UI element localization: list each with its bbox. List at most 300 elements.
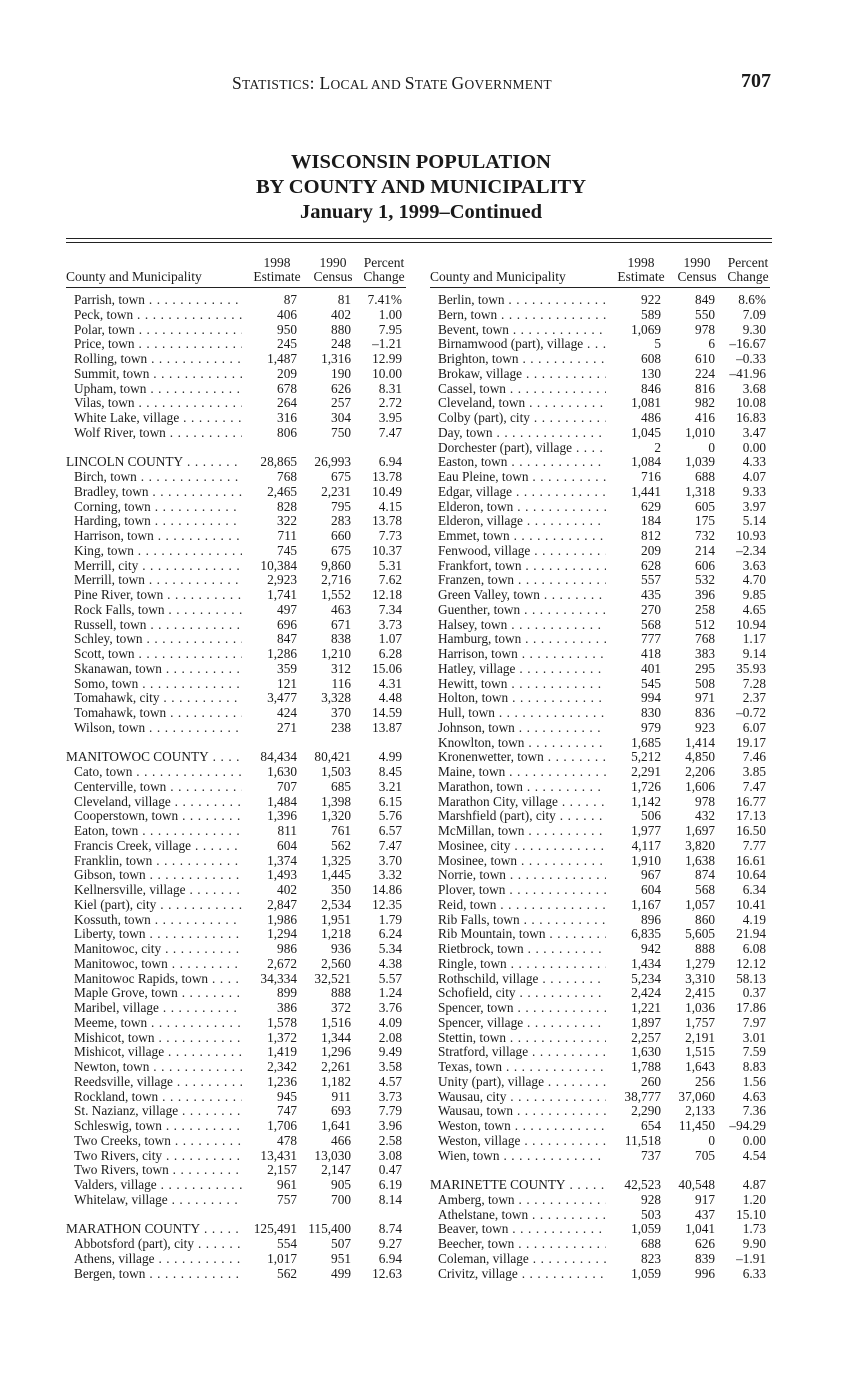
census-1990: 750	[331, 424, 351, 440]
percent-change: 10.49	[372, 483, 402, 499]
table-row	[430, 411, 770, 426]
percent-change: 4.54	[742, 1147, 766, 1163]
percent-change: 4.57	[378, 1073, 402, 1089]
census-1990: 115,400	[308, 1221, 351, 1237]
table-row	[66, 618, 406, 633]
municipality-name: White Lake, village . . .	[74, 411, 242, 426]
percent-change: 7.47	[378, 424, 402, 440]
estimate-1998: 846	[641, 380, 661, 396]
table-row	[430, 500, 770, 515]
municipality-name: Skanawan, town . . .	[74, 662, 242, 677]
estimate-1998: 1,578	[267, 1014, 297, 1030]
estimate-1998: 316	[277, 410, 297, 425]
percent-change: 1.79	[378, 911, 402, 927]
estimate-1998: 589	[641, 306, 661, 322]
municipality-name: Wausau, city . . .	[438, 1090, 606, 1105]
municipality-name: Marathon, town . . .	[438, 780, 606, 795]
header-estimate: 1998 Estimate	[253, 255, 301, 284]
census-1990: 224	[695, 365, 715, 381]
percent-change: 7.95	[378, 321, 402, 337]
municipality-name: Liberty, town . . .	[74, 927, 242, 942]
table-row	[66, 1090, 406, 1105]
table-row	[430, 441, 770, 456]
table-row	[430, 824, 770, 839]
percent-change: 7.46	[742, 749, 766, 765]
top-double-rule	[66, 238, 772, 243]
percent-change: 6.34	[742, 882, 766, 897]
table-row	[66, 337, 406, 352]
table-row	[66, 382, 406, 397]
percent-change: 3.95	[378, 410, 402, 425]
table-row	[430, 632, 770, 647]
table-row	[66, 603, 406, 618]
municipality-name: Abbotsford (part), city . . .	[74, 1237, 242, 1252]
census-1990: 1,606	[685, 778, 715, 794]
table-row	[66, 559, 406, 574]
table-row	[430, 1208, 770, 1223]
census-1990: 295	[695, 660, 715, 676]
estimate-1998: 260	[641, 1073, 661, 1089]
table-row	[66, 1178, 406, 1193]
percent-change: 7.09	[742, 306, 766, 322]
table-row	[66, 1267, 406, 1282]
census-1990: 1,039	[685, 454, 715, 470]
percent-change: –94.29	[729, 1118, 766, 1133]
municipality-name: Valders, village . . .	[74, 1178, 242, 1193]
census-1990: 1,210	[321, 646, 351, 661]
municipality-name: Price, town . . .	[74, 337, 242, 352]
spacer-row	[430, 1163, 770, 1178]
table-row	[66, 1149, 406, 1164]
estimate-1998: 10,384	[260, 557, 297, 573]
municipality-name: King, town . . .	[74, 544, 242, 559]
table-row	[66, 913, 406, 928]
municipality-name: Rock Falls, town . . .	[74, 603, 242, 618]
table-row	[430, 470, 770, 485]
census-1990: 626	[695, 1236, 715, 1251]
estimate-1998: 757	[277, 1191, 297, 1207]
municipality-name: Brighton, town . . .	[438, 352, 606, 367]
percent-change: 10.41	[736, 896, 766, 912]
municipality-name: Bradley, town . . .	[74, 485, 242, 500]
census-1990: 606	[695, 557, 715, 573]
municipality-name: Guenther, town . . .	[438, 603, 606, 618]
municipality-name: Amberg, town . . .	[438, 1193, 606, 1208]
census-1990: 978	[695, 321, 715, 337]
estimate-1998: 1,706	[267, 1118, 297, 1133]
percent-change: 6.15	[378, 793, 402, 809]
estimate-1998: 737	[641, 1147, 661, 1163]
percent-change: 1.56	[742, 1073, 766, 1089]
municipality-name: Bevent, town . . .	[438, 323, 606, 338]
census-1990: 761	[331, 823, 351, 838]
census-1990: 610	[695, 351, 715, 366]
percent-change: 21.94	[736, 926, 766, 942]
estimate-1998: 928	[641, 1191, 661, 1207]
census-1990: 982	[695, 395, 715, 411]
percent-change: –1.91	[736, 1250, 766, 1266]
estimate-1998: 359	[277, 660, 297, 676]
estimate-1998: 604	[641, 882, 661, 897]
census-1990: 466	[331, 1132, 351, 1148]
percent-change: 6.08	[742, 941, 766, 956]
percent-change: 3.68	[742, 380, 766, 396]
census-1990: 437	[695, 1206, 715, 1222]
estimate-1998: 506	[641, 808, 661, 824]
census-1990: 978	[695, 793, 715, 809]
percent-change: 10.93	[736, 528, 766, 543]
table-row	[430, 883, 770, 898]
estimate-1998: 270	[641, 601, 661, 617]
percent-change: 2.08	[378, 1029, 402, 1045]
percent-change: 8.74	[378, 1221, 402, 1237]
census-1990: 951	[331, 1250, 351, 1266]
census-1990: 1,398	[321, 793, 351, 809]
title-line-3: January 1, 1999–Continued	[299, 201, 543, 223]
estimate-1998: 1,374	[267, 852, 297, 868]
estimate-1998: 1,059	[631, 1221, 661, 1237]
estimate-1998: 2	[654, 439, 661, 455]
table-row	[66, 868, 406, 883]
percent-change: 8.83	[742, 1059, 766, 1074]
table-row	[430, 721, 770, 736]
estimate-1998: 5	[654, 336, 661, 352]
percent-change: 10.00	[372, 365, 402, 381]
percent-change: 3.97	[742, 498, 766, 514]
header-rule	[66, 287, 406, 288]
table-row	[430, 323, 770, 338]
percent-change: 9.27	[378, 1236, 402, 1251]
census-1990: 700	[331, 1191, 351, 1207]
census-1990: 1,643	[685, 1059, 715, 1074]
estimate-1998: 678	[277, 380, 297, 396]
municipality-name: Tomahawk, city . . .	[74, 691, 242, 706]
percent-change: 7.73	[378, 528, 402, 543]
table-row	[430, 1237, 770, 1252]
percent-change: 4.65	[742, 601, 766, 617]
census-1990: 81	[337, 292, 351, 307]
census-1990: 3,820	[685, 837, 715, 853]
census-1990: 1,316	[321, 351, 351, 366]
table-row	[66, 986, 406, 1001]
percent-change: 6.94	[378, 454, 402, 470]
percent-change: 4.87	[742, 1177, 766, 1192]
census-1990: 499	[331, 1265, 351, 1281]
census-1990: 5,605	[685, 926, 715, 942]
municipality-name: Somo, town . . .	[74, 677, 242, 692]
estimate-1998: 11,518	[624, 1132, 661, 1148]
percent-change: 6.94	[378, 1250, 402, 1266]
percent-change: 5.34	[378, 941, 402, 956]
estimate-1998: 768	[277, 469, 297, 484]
percent-change: 7.59	[742, 1044, 766, 1060]
census-1990: 2,133	[685, 1103, 715, 1119]
percent-change: 3.08	[378, 1147, 402, 1163]
municipality-name: Weston, town . . .	[438, 1119, 606, 1134]
estimate-1998: 1,396	[267, 808, 297, 824]
percent-change: 6.19	[378, 1177, 402, 1192]
census-1990: 860	[695, 911, 715, 927]
municipality-name: Coleman, village . . .	[438, 1252, 606, 1267]
municipality-name: Newton, town . . .	[74, 1060, 242, 1075]
census-1990: 2,206	[685, 764, 715, 779]
percent-change: 9.33	[742, 483, 766, 499]
estimate-1998: 557	[641, 572, 661, 588]
table-row	[430, 352, 770, 367]
table-row	[430, 1149, 770, 1164]
right-table-body	[430, 293, 770, 1281]
estimate-1998: 2,290	[631, 1103, 661, 1119]
municipality-name: Ringle, town . . .	[438, 957, 606, 972]
table-row	[66, 1252, 406, 1267]
spacer-row	[66, 736, 406, 751]
census-1990: 1,697	[685, 823, 715, 838]
table-row	[430, 455, 770, 470]
percent-change: 1.07	[378, 631, 402, 647]
municipality-name: Elderon, village . . .	[438, 514, 606, 529]
census-1990: 256	[695, 1073, 715, 1089]
census-1990: 1,503	[321, 764, 351, 779]
estimate-1998: 994	[641, 690, 661, 706]
census-1990: 2,231	[321, 483, 351, 499]
table-row	[66, 883, 406, 898]
table-row	[66, 809, 406, 824]
percent-change: 12.63	[372, 1265, 402, 1281]
percent-change: 16.61	[736, 852, 766, 868]
municipality-name: Green Valley, town . . .	[438, 588, 606, 603]
estimate-1998: 1,910	[631, 852, 661, 868]
percent-change: 0.47	[378, 1162, 402, 1178]
municipality-name: Birnamwood (part), village . . .	[438, 337, 606, 352]
left-column	[66, 250, 406, 1281]
table-row	[66, 824, 406, 839]
municipality-name: Athens, village . . .	[74, 1252, 242, 1267]
municipality-name: Franzen, town . . .	[438, 573, 606, 588]
census-1990: 532	[695, 572, 715, 588]
municipality-name: Maine, town . . .	[438, 765, 606, 780]
census-1990: 2,261	[321, 1059, 351, 1074]
estimate-1998: 1,081	[631, 395, 661, 411]
percent-change: 3.01	[742, 1029, 766, 1045]
estimate-1998: 1,630	[267, 764, 297, 779]
table-row	[430, 972, 770, 987]
estimate-1998: 42,523	[624, 1177, 661, 1192]
estimate-1998: 899	[277, 985, 297, 1001]
census-1990: 660	[331, 528, 351, 543]
census-1990: 971	[695, 690, 715, 706]
municipality-name: Beaver, town . . .	[438, 1222, 606, 1237]
census-1990: 3,310	[685, 970, 715, 986]
census-1990: 37,060	[678, 1088, 715, 1104]
table-row	[430, 691, 770, 706]
percent-change: 8.45	[378, 764, 402, 779]
table-row	[430, 573, 770, 588]
census-1990: 923	[695, 719, 715, 735]
municipality-name: Spencer, village . . .	[438, 1016, 606, 1031]
percent-change: 4.48	[378, 690, 402, 706]
percent-change: 4.99	[378, 749, 402, 765]
municipality-name: Marathon City, village . . .	[438, 795, 606, 810]
table-row	[66, 647, 406, 662]
census-1990: 874	[695, 867, 715, 883]
percent-change: 9.85	[742, 587, 766, 602]
estimate-1998: 2,257	[631, 1029, 661, 1045]
municipality-name: Cleveland, town . . .	[438, 396, 606, 411]
percent-change: 4.38	[378, 955, 402, 971]
census-1990: 1,951	[321, 911, 351, 927]
table-row	[66, 396, 406, 411]
table-row	[430, 367, 770, 382]
estimate-1998: 1,685	[631, 734, 661, 750]
census-1990: 507	[331, 1236, 351, 1251]
table-row	[66, 367, 406, 382]
census-1990: 2,560	[321, 955, 351, 971]
table-row	[430, 544, 770, 559]
table-row	[430, 485, 770, 500]
municipality-name: Manitowoc, city . . .	[74, 942, 242, 957]
estimate-1998: 1,741	[267, 587, 297, 602]
table-row	[66, 1045, 406, 1060]
percent-change: 3.73	[378, 1088, 402, 1104]
table-row	[430, 750, 770, 765]
estimate-1998: 5,234	[631, 970, 661, 986]
census-1990: 1,516	[321, 1014, 351, 1030]
table-row	[66, 957, 406, 972]
estimate-1998: 1,977	[631, 823, 661, 838]
table-row	[66, 426, 406, 441]
table-row	[430, 795, 770, 810]
percent-change: –16.67	[729, 336, 766, 352]
municipality-name: Summit, town . . .	[74, 367, 242, 382]
municipality-name: MANITOWOC COUNTY . . .	[66, 750, 242, 765]
municipality-name: Mosinee, city . . .	[438, 839, 606, 854]
county-row	[66, 750, 406, 765]
table-row	[66, 573, 406, 588]
census-1990: 911	[331, 1088, 351, 1104]
municipality-name: Meeme, town . . .	[74, 1016, 242, 1031]
estimate-1998: 1,286	[267, 646, 297, 661]
estimate-1998: 811	[277, 823, 297, 838]
table-row	[66, 942, 406, 957]
table-row	[430, 618, 770, 633]
percent-change: 1.00	[378, 306, 402, 322]
municipality-name: Vilas, town . . .	[74, 396, 242, 411]
estimate-1998: 2,291	[631, 764, 661, 779]
census-1990: 685	[331, 778, 351, 794]
municipality-name: Whitelaw, village . . .	[74, 1193, 242, 1208]
municipality-name: Rietbrock, town . . .	[438, 942, 606, 957]
municipality-name: Merrill, city . . .	[74, 559, 242, 574]
percent-change: 7.34	[378, 601, 402, 617]
municipality-name: Mosinee, town . . .	[438, 854, 606, 869]
estimate-1998: 386	[277, 1000, 297, 1015]
percent-change: 7.28	[742, 675, 766, 691]
municipality-name: Cato, town . . .	[74, 765, 242, 780]
census-1990: 732	[695, 528, 715, 543]
municipality-name: Johnson, town . . .	[438, 721, 606, 736]
census-1990: 463	[331, 601, 351, 617]
estimate-1998: 3,477	[267, 690, 297, 706]
estimate-1998: 322	[277, 513, 297, 529]
table-row	[430, 514, 770, 529]
municipality-name: Brokaw, village . . .	[438, 367, 606, 382]
census-1990: 432	[695, 808, 715, 824]
table-row	[66, 927, 406, 942]
municipality-name: Kronenwetter, town . . .	[438, 750, 606, 765]
percent-change: 6.28	[378, 646, 402, 661]
municipality-name: Two Creeks, town . . .	[74, 1134, 242, 1149]
municipality-name: Franklin, town . . .	[74, 854, 242, 869]
table-row	[430, 1119, 770, 1134]
percent-change: 10.37	[372, 542, 402, 558]
table-row	[430, 293, 770, 308]
estimate-1998: 1,142	[631, 793, 661, 809]
census-1990: 238	[331, 719, 351, 735]
municipality-name: Day, town . . .	[438, 426, 606, 441]
estimate-1998: 1,372	[267, 1029, 297, 1045]
municipality-name: Mishicot, village . . .	[74, 1045, 242, 1060]
percent-change: 9.90	[742, 1236, 766, 1251]
estimate-1998: 1,419	[267, 1044, 297, 1060]
estimate-1998: 1,630	[631, 1044, 661, 1060]
census-1990: 675	[331, 469, 351, 484]
census-1990: 1,325	[321, 852, 351, 868]
municipality-name: Schley, town . . .	[74, 632, 242, 647]
table-row	[430, 913, 770, 928]
municipality-name: Wien, town . . .	[438, 1149, 606, 1164]
municipality-name: Corning, town . . .	[74, 500, 242, 515]
table-row	[66, 544, 406, 559]
percent-change: 8.6%	[738, 292, 766, 307]
estimate-1998: 184	[641, 513, 661, 529]
estimate-1998: 568	[641, 616, 661, 632]
municipality-name: Edgar, village . . .	[438, 485, 606, 500]
census-1990: 512	[695, 616, 715, 632]
percent-change: 3.85	[742, 764, 766, 779]
municipality-name: Marshfield (part), city . . .	[438, 809, 606, 824]
table-row	[430, 603, 770, 618]
percent-change: 17.86	[736, 1000, 766, 1015]
percent-change: 14.59	[372, 705, 402, 720]
table-row	[66, 765, 406, 780]
table-row	[66, 470, 406, 485]
table-row	[430, 396, 770, 411]
header-municipality: County and Municipality	[430, 269, 566, 284]
municipality-name: MARINETTE COUNTY . . .	[430, 1178, 606, 1193]
percent-change: 3.73	[378, 616, 402, 632]
census-1990: 312	[331, 660, 351, 676]
percent-change: 15.10	[736, 1206, 766, 1222]
estimate-1998: 812	[641, 528, 661, 543]
percent-change: 10.08	[736, 395, 766, 411]
percent-change: 5.31	[378, 557, 402, 573]
table-row	[66, 898, 406, 913]
estimate-1998: 1,986	[267, 911, 297, 927]
estimate-1998: 922	[641, 292, 661, 307]
municipality-name: Wausau, town . . .	[438, 1104, 606, 1119]
municipality-name: Plover, town . . .	[438, 883, 606, 898]
estimate-1998: 1,897	[631, 1014, 661, 1030]
table-row	[66, 588, 406, 603]
table-row	[66, 1119, 406, 1134]
percent-change: 3.21	[378, 778, 402, 794]
table-row	[430, 1060, 770, 1075]
percent-change: 12.35	[372, 896, 402, 912]
census-1990: 1,344	[321, 1029, 351, 1045]
percent-change: 12.99	[372, 351, 402, 366]
census-1990: 4,850	[685, 749, 715, 765]
table-row	[430, 662, 770, 677]
